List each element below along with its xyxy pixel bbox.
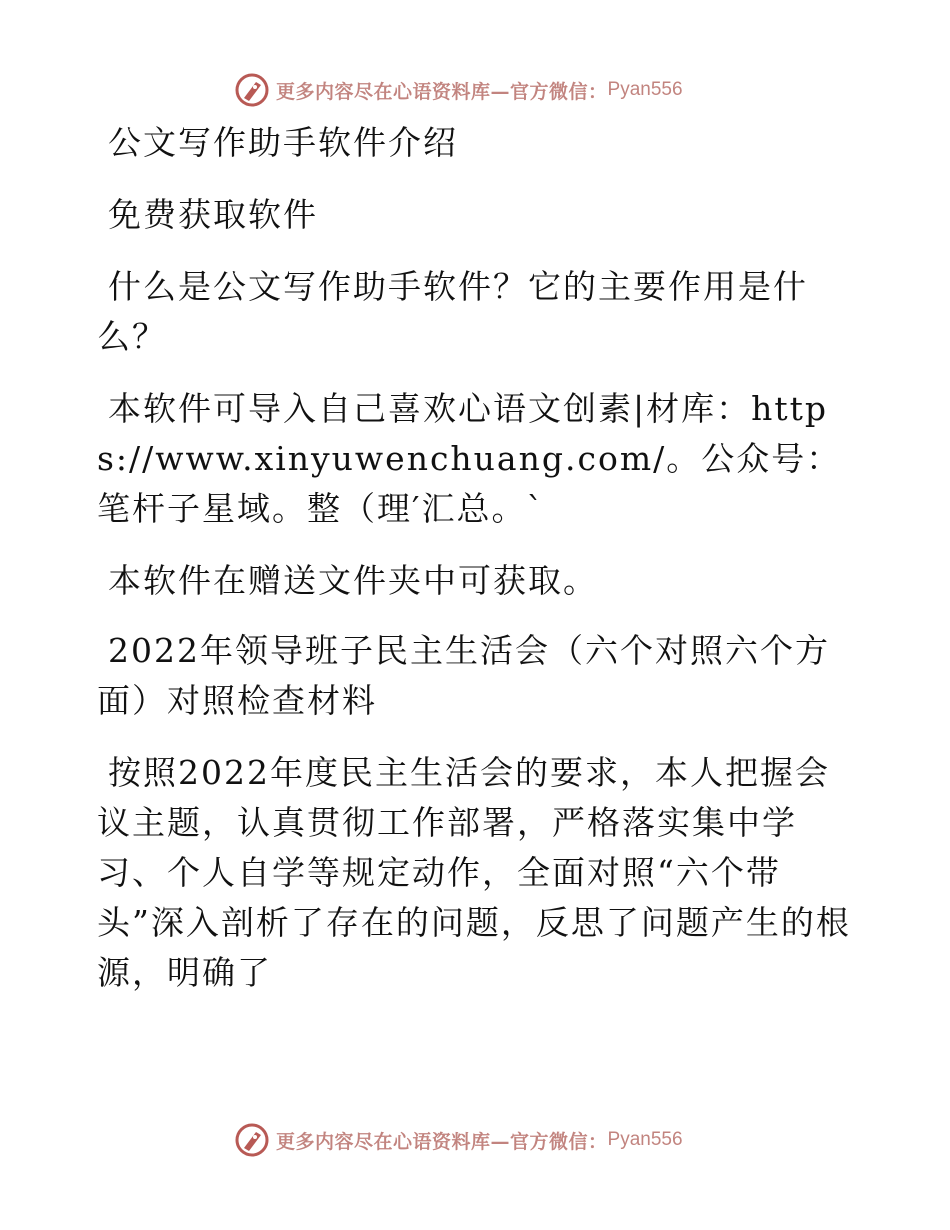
watermark-text: 更多内容尽在心语资料库—官方微信： — [276, 1130, 608, 1153]
pen-nib-logo-icon — [234, 72, 270, 108]
doc-body-paragraph: 按照2022年度民主生活会的要求，本人把握会议主题，认真贯彻工作部署，严格落实集中学习、个人自学等规定动作，全面对照“六个带头”深入剖析了存在的问题，反思了问题产生的根源，明确了 — [97, 753, 851, 992]
footer-watermark — [234, 1120, 683, 1160]
doc-section-heading: 2022年领导班子民主生活会（六个对照六个方面）对照检查材料 — [97, 631, 830, 720]
watermark-wechat-id: Pyan556 — [607, 1129, 683, 1150]
header-watermark — [234, 70, 683, 110]
doc-question: 什么是公文写作助手软件？它的主要作用是什么？ — [97, 267, 808, 356]
doc-subtitle: 免费获取软件 — [108, 195, 318, 234]
doc-source-note: 本软件可导入自己喜欢心语文创素|材库：https://www.xinyuwenchuang.com/。公众号：笔杆子星域。整（理′汇总。` — [97, 389, 842, 528]
doc-availability-note: 本软件在赠送文件夹中可获取。 — [108, 561, 598, 600]
pen-nib-logo-icon — [234, 1122, 270, 1158]
document-body — [97, 118, 857, 1020]
watermark-text: 更多内容尽在心语资料库—官方微信： — [276, 80, 608, 103]
watermark-wechat-id: Pyan556 — [607, 79, 683, 100]
doc-title: 公文写作助手软件介绍 — [108, 123, 458, 162]
